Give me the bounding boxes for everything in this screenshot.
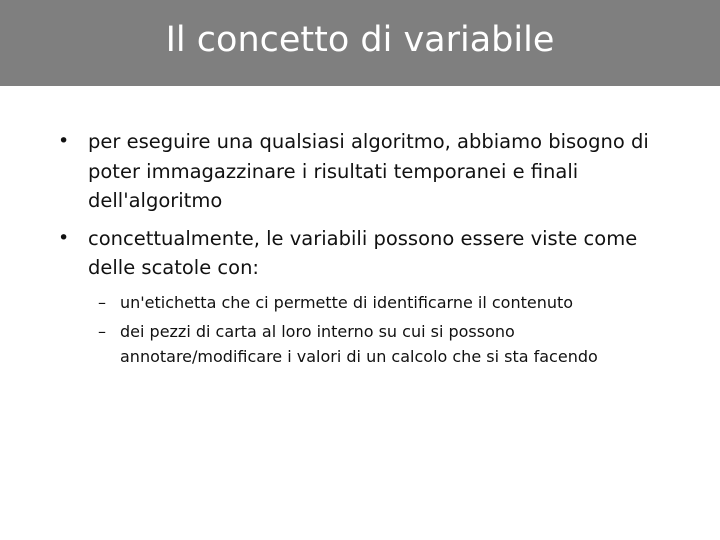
bullet-list <box>0 127 720 369</box>
dash-marker: – <box>98 292 106 312</box>
dash-marker: – <box>98 322 106 341</box>
sub-bullet-item <box>0 320 610 369</box>
slide-title: Il concetto di variabile <box>165 20 555 60</box>
sub-bullet-text: un'etichetta che ci permette di identificarne il contenuto <box>120 292 574 312</box>
bullet-text: per eseguire una qualsiasi algoritmo, abbiamo bisogno di poter immagazzinare i risultati temporanei e finali dell'algoritmo <box>88 130 649 212</box>
sub-bullet-text: dei pezzi di carta al loro interno su cui si possono annotare/modificare i valori di un calcolo che si sta facendo <box>120 322 598 366</box>
bullet-item <box>0 224 658 283</box>
bullet-item <box>0 127 658 216</box>
bullet-marker: • <box>58 130 70 152</box>
title-bar <box>0 0 720 86</box>
sub-bullet-item <box>0 291 610 316</box>
bullet-text: concettualmente, le variabili possono essere viste come delle scatole con: <box>88 226 638 279</box>
bullet-marker: • <box>58 226 70 249</box>
sub-bullet-list <box>0 291 720 370</box>
